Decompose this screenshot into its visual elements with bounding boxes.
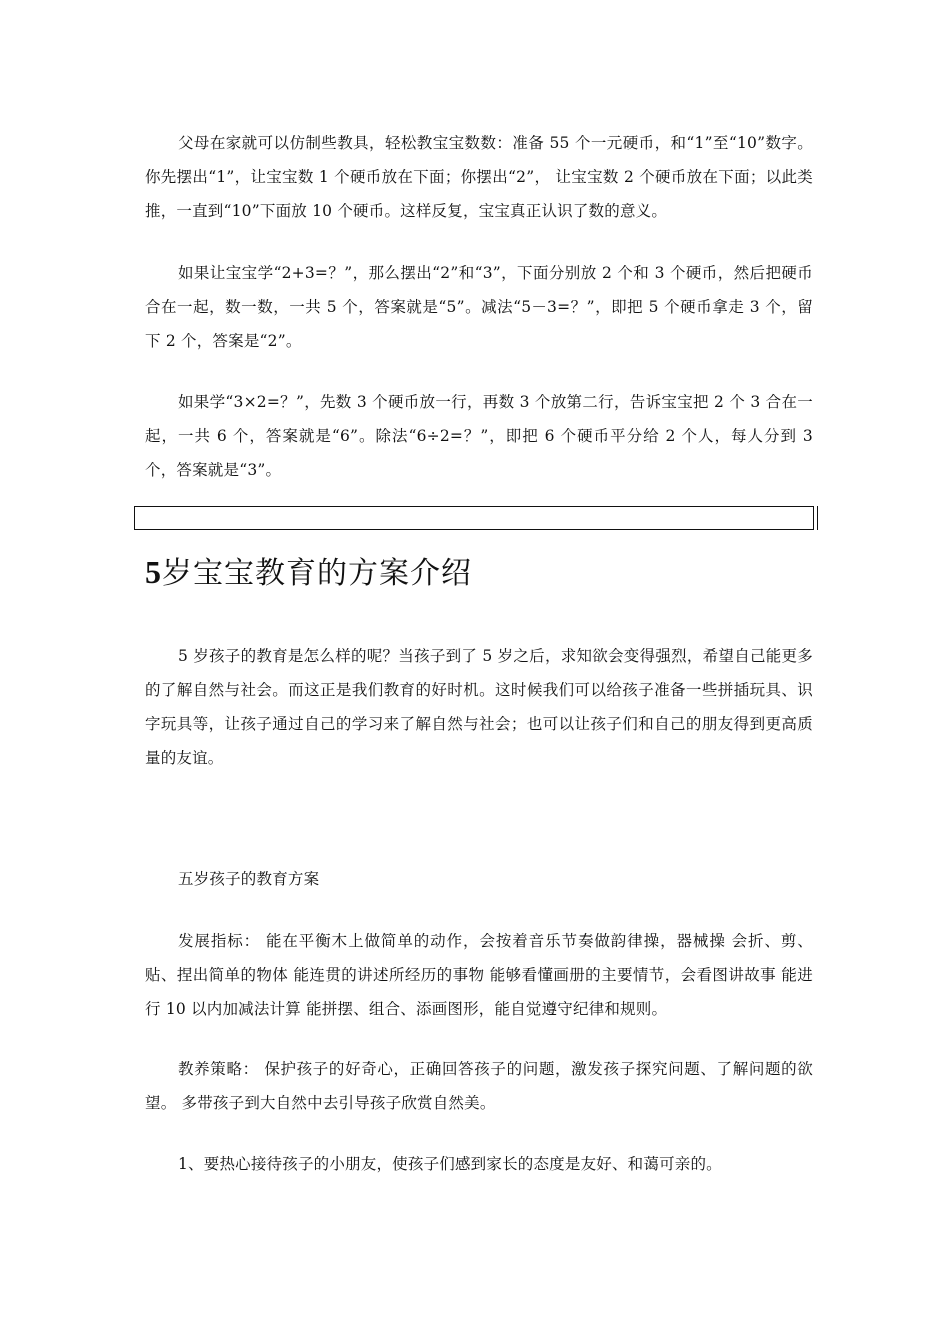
- paragraph-intro: 5 岁孩子的教育是怎么样的呢？当孩子到了 5 岁之后，求知欲会变得强烈，希望自己能更多的了解自然与社会。而这正是我们教育的好时机。这时候我们可以给孩子准备一些拼插玩具、识字玩具等，让孩子通过自己的学习来了解自然与社会；也可以让孩子们和自己的朋友得到更高质量的友谊。: [145, 647, 813, 767]
- paragraph-addition-subtraction: 如果让宝宝学“2+3=？”，那么摆出“2”和“3”，下面分别放 2 个和 3 个硬币，然后把硬币合在一起，数一数，一共 5 个，答案就是“5”。减法“5－3=？”，即把 5 个硬币拿走 3 个，留下 2 个，答案是“2”。: [145, 264, 813, 350]
- paragraph-coin-counting: 父母在家就可以仿制些教具，轻松教宝宝数数：准备 55 个一元硬币，和“1”至“10”数字。你先摆出“1”，让宝宝数 1 个硬币放在下面；你摆出“2”， 让宝宝数 2 个硬币放在下面；以此类推，一直到“10”下面放 10 个硬币。这样反复，宝宝真正认识了数的意义。: [145, 134, 813, 220]
- empty-table-box: [134, 506, 814, 530]
- paragraph-parenting-strategy: 教养策略： 保护孩子的好奇心，正确回答孩子的问题，激发孩子探究问题、了解问题的欲望。 多带孩子到大自然中去引导孩子欣赏自然美。: [145, 1060, 813, 1112]
- paragraph-multiplication-division: 如果学“3×2=？”，先数 3 个硬币放一行，再数 3 个放第二行，告诉宝宝把 2 个 3 合在一起，一共 6 个，答案就是“6”。除法“6÷2=？”，即把 6 个硬币平分给 2 个人，每人分到 3 个，答案就是“3”。: [145, 393, 813, 479]
- heading-number: 5: [145, 554, 162, 590]
- subtitle-education-plan: 五岁孩子的教育方案: [178, 870, 320, 888]
- list-item-1: 1、要热心接待孩子的小朋友，使孩子们感到家长的态度是友好、和蔼可亲的。: [178, 1155, 722, 1173]
- heading-text: 岁宝宝教育的方案介绍: [162, 556, 472, 591]
- paragraph-development-indicators: 发展指标： 能在平衡木上做简单的动作，会按着音乐节奏做韵律操，器械操 会折、剪、贴、捏出简单的物体 能连贯的讲述所经历的事物 能够看懂画册的主要情节，会看图讲故事 能进行 10 以内加减法计算 能拼摆、组合、添画图形，能自觉遵守纪律和规则。: [145, 932, 813, 1018]
- section-heading: [145, 548, 472, 598]
